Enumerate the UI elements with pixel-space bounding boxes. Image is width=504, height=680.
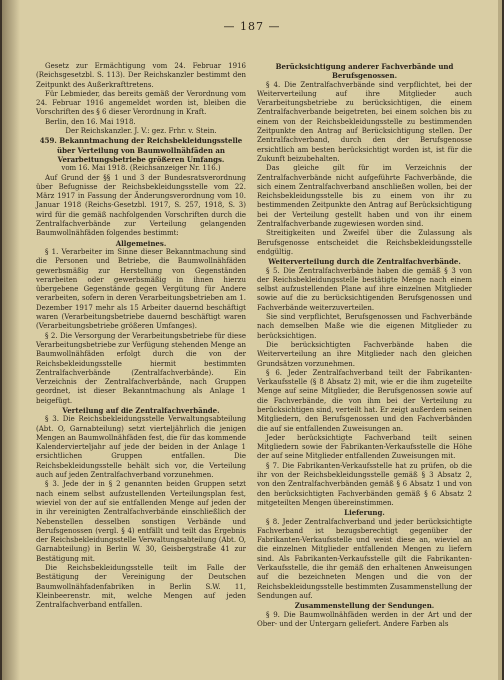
- right-column: [257, 62, 472, 629]
- paragraph: § 6. Jeder Zentralfachverband teilt der Fabrikanten-Verkaufsstelle (§ 8 Absatz 2) mit, wie er die ihm zugeteilte Menge auf seine Mitglieder, die Berufsgenossen sowie auf die Fachverbände, die von ihm bei der Verteilung zu berücksichtigen sind, verteilt hat. Er zeigt außerdem seinen Mitgliedern, den Berufsgenossen und den Fachverbänden die auf sie entfallenden Zuweisungen an.: [257, 368, 472, 433]
- paragraph: Für Lebmieder, das bereits gemäß der Verordnung vom 24. Februar 1916 angemeldet worden ist, bleiben die Vorschriften des § 6 dieser Verordnung in Kraft.: [36, 89, 246, 117]
- section-heading: Berücksichtigung anderer Fachverbände und Berufsgenossen.: [275, 62, 454, 81]
- paragraph: § 1. Verarbeiter im Sinne dieser Bekanntmachung sind die Personen und Betriebe, die Baumwollnähfäden gewerbsmäßig zur Herstellung von Gegenständen verarbeiten oder gewerbsmäßig in ihnen hierzu übergebene Gegenstände gegen Vergütung für Andere verarbeiten, sofern in deren Verarbeitungsbetrieben am 1. Dezember 1917 mehr als 15 Arbeiter dauernd beschäftigt waren (Verarbeitungsbetriebe dauernd beschäftigt waren (Verarbeitungsbetriebe größeren Umfanges).: [36, 247, 246, 331]
- paragraph: Auf Grund der §§ 1 und 3 der Bundesratsverordnung über Befugnisse der Reichsbekleidungsstelle vom 22. März 1917 in Fassung der Änderungsverordnung vom 10. Januar 1918 (Reichs-Gesetzbl. 1917, S. 257, 1918, S. 3) wird für die gemäß nachfolgenden Vorschriften durch die Zentralfachverbände zur Verteilung gelangenden Baumwollnähfäden folgendes bestimmt:: [36, 173, 246, 238]
- paragraph: Gesetz zur Ermächtigung vom 24. Februar 1916 (Reichsgesetzbl. S. 113). Der Reichskanzler bestimmt den Zeitpunkt des Außerkrafttretens.: [36, 62, 246, 89]
- paragraph: § 3. Jede der in § 2 genannten beiden Gruppen setzt nach einem selbst aufzustellenden Verteilungsplan fest, wieviel von der auf sie entfallenden Menge auf jeden der in ihr vereinigten Zentralfachverbände einschließlich der Nebenstellen desselben sonstigen Verbände und Berufsgenossen (vergl. § 4) entfällt und teilt das Ergebnis der Reichsbekleidungsstelle Verwaltungsabteilung (Abt. O, Garnabteilung) in Berlin W. 30, Geisbergstraße 41 zur Bestätigung mit.: [36, 480, 246, 563]
- signature-line: Der Reichskanzler. J. V.: gez. Frhr. v. Stein.: [65, 127, 217, 136]
- left-column: [36, 62, 246, 611]
- paragraph: § 8. Jeder Zentralfachverband und jeder berücksichtigte Fachverband ist bezugsberechtigt gegenüber der Fabrikanten-Verkaufsstelle und weist diese an, wieviel an die einzelnen Mitglieder entfallenden Mengen zu liefern sind. Als Fabrikanten-Verkaufsstelle gilt die Fabrikanten-Verkaufsstelle, die ihr gemäß den erhaltenen Anweisungen auf die bezeichneten Mengen und die von der Reichsbekleidungsstelle bestimmten Zusammenstellung der Sendungen auf.: [257, 517, 472, 600]
- paragraph: Die Reichsbekleidungsstelle teilt im Falle der Bestätigung der Vereinigung der Deutschen Baumwollnähfadenfabriken in Berlin S.W. 11, Kleinbeerenstr. mit, welche Mengen auf jeden Zentralfachverband entfallen.: [36, 564, 246, 610]
- section-heading: Allgemeines.: [115, 238, 167, 248]
- section-heading: Verteilung auf die Zentralfachverbände.: [62, 405, 220, 415]
- paragraph: Sie sind verpflichtet, Berufsgenossen und Fachverbände nach demselben Maße wie die eigenen Mitglieder zu berücksichtigen.: [257, 313, 472, 340]
- paragraph: § 4. Die Zentralfachverbände sind verpflichtet, bei der Weiterverteilung auf ihre Mitglieder auch Verarbeitungsbetriebe zu berücksichtigen, die einem Zentralfachverbande beigetreten, bei einem solchen bis zu einem von der Reichsbekleidungsstelle zu bestimmenden Zeitpunkte den Antrag auf Berücksichtigung stellen. Der Zentralfachverband, durch den der Berufsgenosse ersichtlich am besten berücksichtigt worden ist, ist für die Zukunft beizubehalten.: [257, 80, 472, 163]
- document-page: [2, 0, 502, 680]
- paragraph: § 2. Die Versorgung der Verarbeitungsbetriebe für diese Verarbeitungsbetriebe zur Verfügung stehenden Menge an Baumwollnähfäden erfolgt durch die von der Reichsbekleidungsstelle hiermit bestimmten Zentralfachverbände (Zentralfachverbände). Ein Verzeichnis der Zentralfachverbände, nach Gruppen geordnet, ist dieser Bekanntmachung als Anlage 1 beigefügt.: [36, 331, 246, 405]
- paragraph: Streitigkeiten und Zweifel über die Zulassung als Berufsgenosse entscheidet die Reichsbekleidungsstelle endgültig.: [257, 229, 472, 256]
- paragraph: § 5. Die Zentralfachverbände haben die gemäß § 3 von der Reichsbekleidungsstelle bestätigte Menge nach einem selbst aufzustellenden Plane auf ihre einzelnen Mitglieder sowie auf die zu berücksichtigenden Berufsgenossen und Fachverbände weiterzuverteilen.: [257, 266, 472, 312]
- date-line: Berlin, den 16. Mai 1918.: [45, 117, 136, 126]
- section-heading: 459. Bekanntmachung der Reichsbekleidungsstelle über Verteilung von Baumwollnähfäden an Verarbeitungsbetriebe größeren Umfangs.: [39, 136, 243, 164]
- page-edge: [498, 0, 502, 680]
- binding-shadow: [2, 0, 20, 680]
- paragraph: § 7. Die Fabrikanten-Verkaufsstelle hat zu prüfen, ob die ihr von der Reichsbekleidungsstelle gemäß § 3 Absatz 2, von den Zentralfachverbänden gemäß § 6 Absatz 1 und von den berücksichtigten Fachverbänden gemäß § 6 Absatz 2 mitgeteilten Mengen übereinstimmen.: [257, 461, 472, 507]
- paragraph: § 9. Die Baumwollnähfäden werden in der Art und der Ober- und der Untergarn geliefert. Andere Farben als: [257, 610, 472, 628]
- section-heading: Weiterverteilung durch die Zentralfachverbände.: [268, 257, 461, 267]
- section-subheading: vom 16. Mai 1918. (Reichsanzeiger Nr. 116.): [61, 164, 221, 173]
- section-heading: Zusammenstellung der Sendungen.: [294, 601, 435, 611]
- page-number: — 187 —: [223, 20, 281, 33]
- paragraph: Das gleiche gilt für im Verzeichnis der Zentralfachverbände nicht aufgeführte Fachverbände, die sich einem Zentralfachverband anschließen wollen, bei der Reichsbekleidungsstelle bis zu einem von ihr zu bestimmenden Zeitpunkte den Antrag auf Berücksichtigung bei der Verteilung gestellt haben und von ihr einem Zentralfachverbande zugewiesen worden sind.: [257, 164, 472, 229]
- paragraph: Die berücksichtigten Fachverbände haben die Weiterverteilung an ihre Mitglieder nach den gleichen Grundsätzen vorzunehmen.: [257, 340, 472, 368]
- section-heading: Lieferung.: [344, 508, 385, 518]
- paragraph: Jeder berücksichtigte Fachverband teilt seinen Mitgliedern sowie der Fabrikanten-Verkaufsstelle die Höhe der auf seine Mitglieder entfallenden Zuweisungen mit.: [257, 433, 472, 461]
- paragraph: § 3. Die Reichsbekleidungsstelle Verwaltungsabteilung (Abt. O, Garnabteilung) setzt vierteljährlich die jenigen Mengen an Baumwollnähfäden fest, die für das kommende Kalendervierteljahr auf jede der beiden in der Anlage 1 ersichtlichen Gruppen entfallen. Die Reichsbekleidungsstelle behält sich vor, die Verteilung auch auf jeden Zentralfachverband vorzunehmen.: [36, 415, 246, 480]
